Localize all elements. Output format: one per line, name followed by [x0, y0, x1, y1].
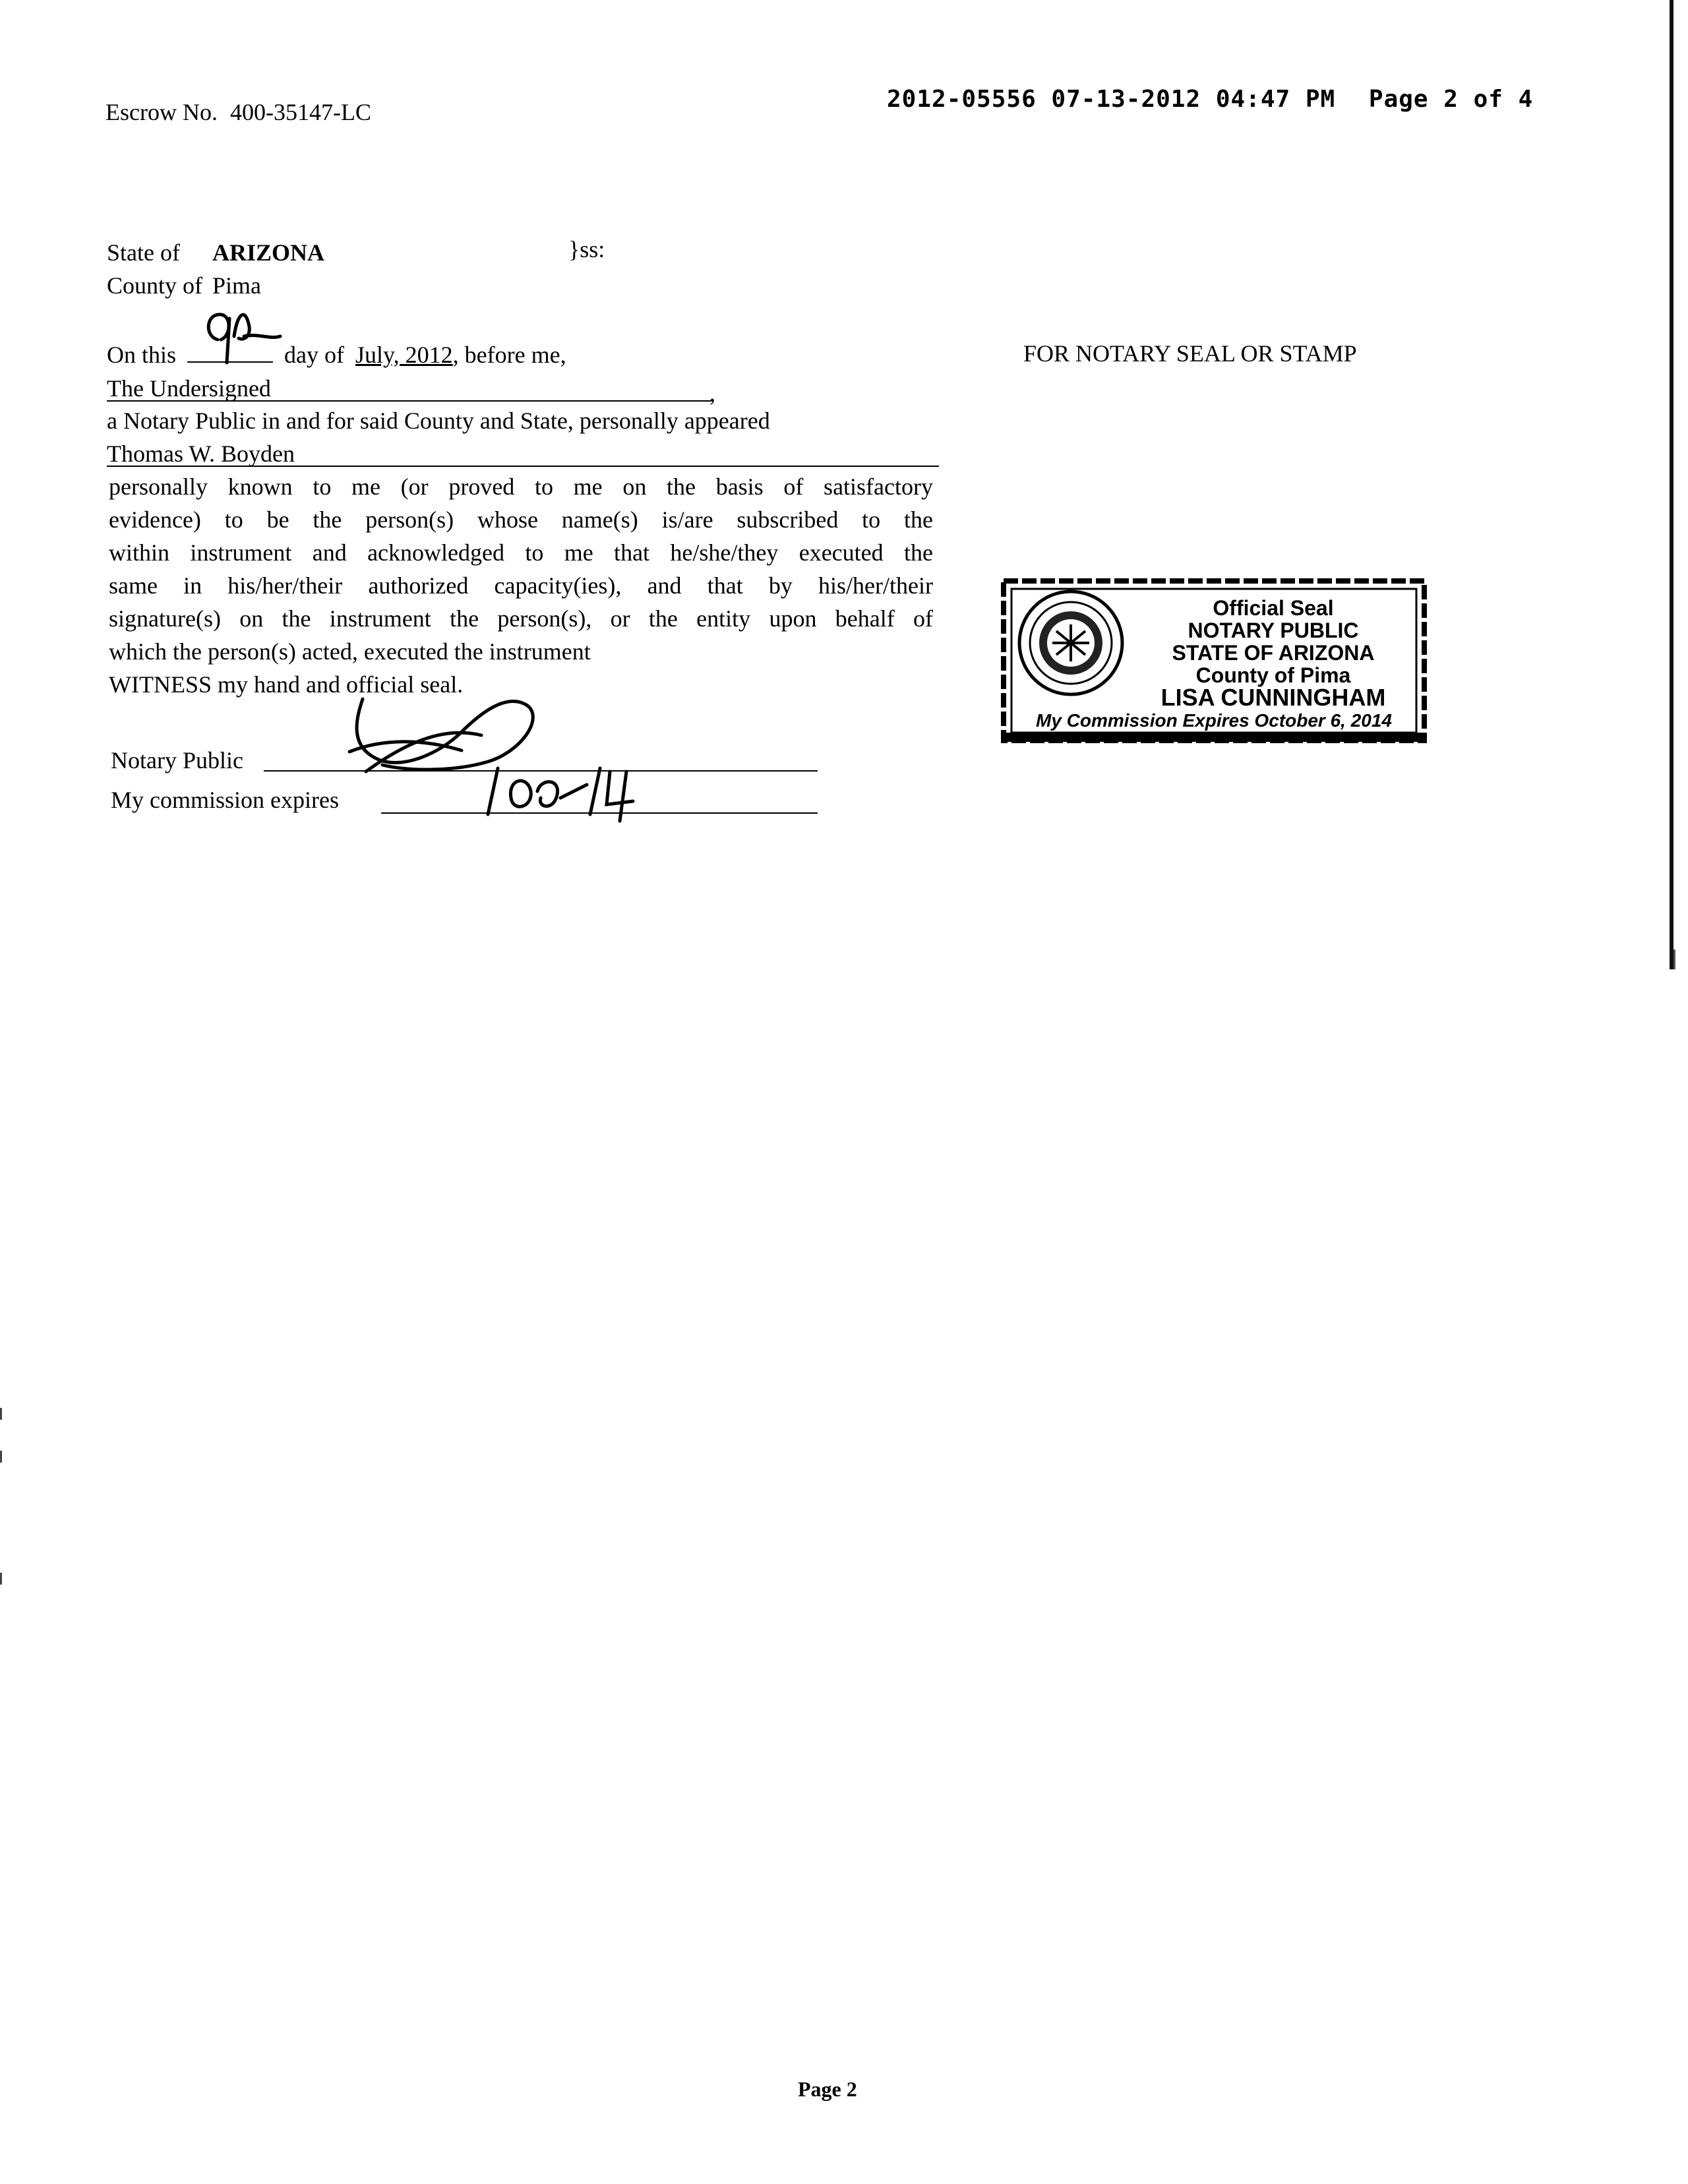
county-label: County of	[107, 272, 203, 299]
scan-edge-tick	[0, 1408, 2, 1420]
stamp-line: County of Pima	[1195, 663, 1351, 687]
ss-marker: }ss:	[568, 236, 605, 262]
ack-body-line: same in his/her/their authorized capacity(ies), and that by his/her/their	[109, 572, 933, 599]
day-blank	[187, 361, 273, 363]
stamp-line: Official Seal	[1213, 596, 1334, 620]
commission-label: My commission expires	[111, 787, 339, 813]
seal-area-heading: FOR NOTARY SEAL OR STAMP	[1023, 340, 1357, 367]
notary-stamp	[1000, 577, 1428, 748]
month-year: July, 2012	[355, 342, 453, 368]
scan-edge-tick	[1673, 950, 1675, 969]
escrow-number	[106, 100, 371, 124]
notary-public-line	[111, 748, 243, 772]
stamp-line: NOTARY PUBLIC	[1188, 619, 1359, 642]
scan-edge-tick	[0, 1573, 2, 1585]
appeared-name: Thomas W. Boyden	[107, 440, 295, 467]
appeared-name-line	[107, 442, 939, 467]
state-value: ARIZONA	[212, 239, 324, 266]
ack-body-last-line: which the person(s) acted, executed the instrument	[109, 638, 591, 665]
county-value: Pima	[212, 272, 262, 299]
recording-stamp	[887, 86, 1533, 113]
witness-line: WITNESS my hand and official seal.	[109, 671, 464, 698]
stamp-footer: My Commission Expires October 6, 2014	[1036, 710, 1392, 731]
stamp-line: LISA CUNNINGHAM	[1160, 684, 1386, 711]
ack-body-line: evidence) to be the person(s) whose name(s) is/are subscribed to the	[109, 506, 933, 533]
stamp-text-block	[1131, 597, 1415, 709]
officer-line	[107, 377, 713, 402]
scan-edge-tick	[0, 1451, 2, 1463]
recording-page: Page 2 of 4	[1368, 86, 1534, 113]
officer-suffix: ,	[709, 380, 715, 406]
scan-edge-bar	[1670, 0, 1673, 969]
ack-body-line: personally known to me (or proved to me on the basis of satisfactory	[109, 473, 933, 500]
before-me: , before me,	[452, 342, 566, 368]
on-this-label: On this	[107, 342, 177, 368]
stamp-line: STATE OF ARIZONA	[1172, 641, 1375, 665]
ack-body-line: within instrument and acknowledged to me that he/she/they executed the	[109, 539, 933, 566]
commission-line	[111, 788, 339, 812]
county-line	[107, 274, 261, 297]
escrow-value: 400-35147-LC	[229, 99, 371, 125]
handwritten-commission-date	[475, 758, 646, 824]
state-line	[107, 241, 324, 264]
officer-name: The Undersigned	[107, 375, 271, 402]
state-label: State of	[107, 239, 180, 266]
ack-body-line: signature(s) on the instrument the person(s), or the entity upon behalf of	[109, 605, 933, 632]
notary-line: a Notary Public in and for said County and State, personally appeared	[107, 408, 770, 434]
recording-number: 2012-05556 07-13-2012 04:47 PM	[887, 86, 1336, 113]
page-number: Page 2	[798, 2077, 857, 2101]
day-of-label: day of	[284, 342, 344, 368]
on-this-line	[107, 343, 566, 367]
escrow-label: Escrow No.	[106, 99, 218, 125]
notary-public-label: Notary Public	[111, 747, 243, 774]
